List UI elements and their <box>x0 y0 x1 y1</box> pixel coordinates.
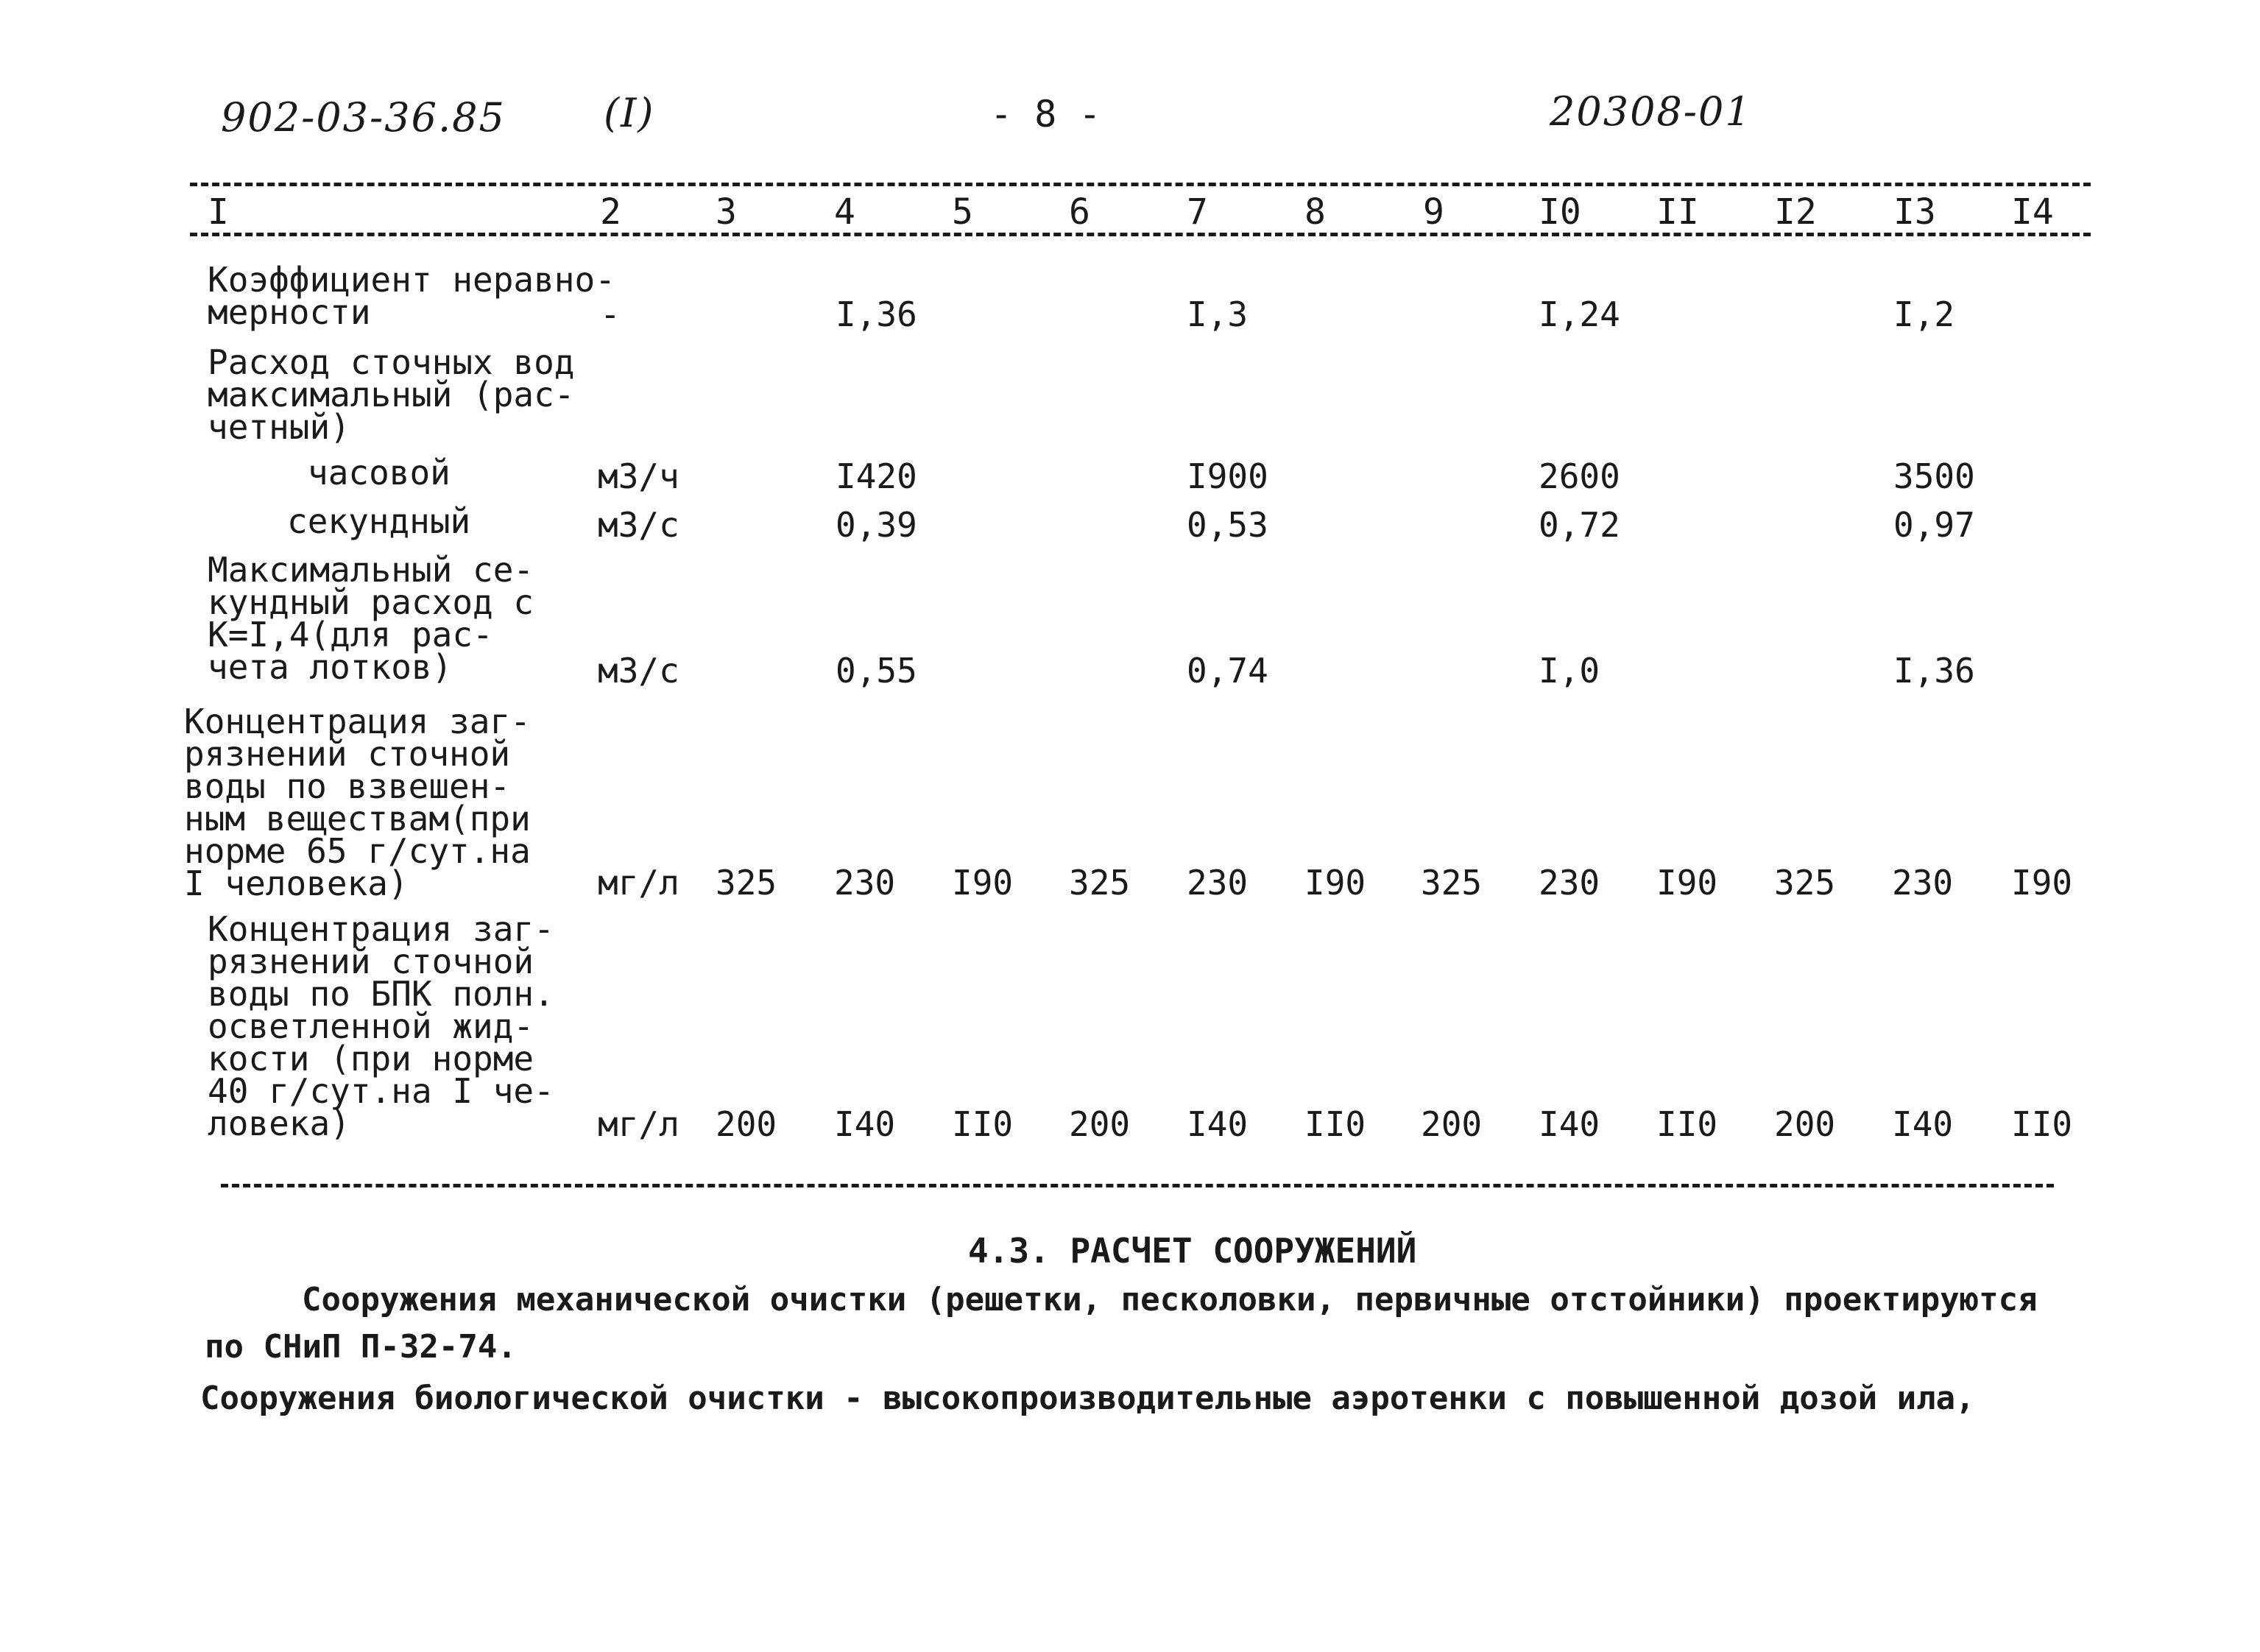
col-header-10: I0 <box>1539 191 1581 233</box>
col-header-4: 4 <box>834 191 855 233</box>
cell-c13: I40 <box>1892 1104 1954 1144</box>
cell-c14: II0 <box>2011 1104 2073 1144</box>
cell-c7: I,3 <box>1187 294 1249 334</box>
cell-c5: II0 <box>952 1104 1014 1144</box>
cell-c13: 230 <box>1892 863 1954 903</box>
cell-c13: I,2 <box>1893 294 1955 334</box>
cell-c4: 0,55 <box>836 651 917 691</box>
cell-c8: I90 <box>1304 863 1366 903</box>
cell-c4: I420 <box>836 456 917 496</box>
row-unit: - <box>600 294 621 334</box>
cell-c3: 200 <box>716 1104 777 1144</box>
cell-c4: 0,39 <box>836 505 917 545</box>
col-header-3: 3 <box>716 191 737 233</box>
cell-c12: 200 <box>1774 1104 1836 1144</box>
cell-c6: 325 <box>1069 863 1131 903</box>
row-label: Коэффициент неравно- мерности <box>208 260 615 332</box>
col-header-12: I2 <box>1774 191 1817 233</box>
cell-c7: 0,53 <box>1187 505 1268 545</box>
row-unit: м3/ч <box>598 456 679 496</box>
project-code: 20308-01 <box>1550 88 1752 135</box>
col-header-6: 6 <box>1069 191 1090 233</box>
cell-c9: 200 <box>1421 1104 1483 1144</box>
col-header-5: 5 <box>952 191 973 233</box>
cell-c10: 0,72 <box>1539 505 1620 545</box>
section-title: 4.3. РАСЧЕТ СООРУЖЕНИЙ <box>968 1231 1417 1271</box>
col-header-13: I3 <box>1893 191 1936 233</box>
cell-c4: 230 <box>834 863 896 903</box>
row-label: часовой <box>308 453 451 493</box>
row-label: Максимальный се- кундный расход с К=I,4(для рас- чета лотков) <box>208 550 534 687</box>
row-unit: мг/л <box>598 863 679 903</box>
paragraph-line: Сооружения биологической очистки - высокопроизводительные аэротенки с повышенной дозой ила, <box>200 1380 1975 1417</box>
cell-c7: 0,74 <box>1187 651 1268 691</box>
cell-c7: 230 <box>1187 863 1249 903</box>
col-header-9: 9 <box>1423 191 1444 233</box>
row-label: секундный <box>287 501 471 541</box>
cell-c10: 2600 <box>1539 456 1620 496</box>
paragraph-line: Сооружения механической очистки (решетки, песколовки, первичные отстойники) проектируются <box>302 1281 2038 1319</box>
row-unit: м3/с <box>598 651 679 691</box>
table-bottom-rule <box>221 1184 2054 1187</box>
cell-c10: I,24 <box>1539 294 1620 334</box>
col-header-1: I <box>208 191 229 233</box>
cell-c12: 325 <box>1774 863 1836 903</box>
cell-c10: I,0 <box>1539 651 1600 691</box>
cell-c13: 0,97 <box>1893 505 1975 545</box>
cell-c10: I40 <box>1539 1104 1600 1144</box>
col-header-11: II <box>1656 191 1699 233</box>
cell-c10: 230 <box>1539 863 1600 903</box>
cell-c13: 3500 <box>1893 456 1975 496</box>
table-top-rule <box>190 183 2091 186</box>
cell-c4: I40 <box>834 1104 896 1144</box>
cell-c9: 325 <box>1421 863 1483 903</box>
col-header-8: 8 <box>1304 191 1326 233</box>
table-header-rule <box>190 233 2091 236</box>
col-header-14: I4 <box>2011 191 2054 233</box>
cell-c14: I90 <box>2011 863 2073 903</box>
row-label: Концентрация заг- рязнений сточной воды по взвешен- ным веществам(при норме 65 г/сут.на I человека) <box>184 702 531 903</box>
cell-c6: 200 <box>1069 1104 1131 1144</box>
doc-number: 902-03-36.85 <box>221 94 506 141</box>
cell-c8: II0 <box>1304 1104 1366 1144</box>
row-unit: мг/л <box>598 1104 679 1144</box>
row-label: Концентрация заг- рязнений сточной воды по БПК полн. осветленной жид- кости (при норме 40 г/сут.на I че- ловека) <box>208 909 554 1143</box>
cell-c4: I,36 <box>836 294 917 334</box>
cell-c11: I90 <box>1656 863 1718 903</box>
page-number: - 8 - <box>990 93 1101 135</box>
volume-number: (I) <box>604 90 655 136</box>
cell-c3: 325 <box>716 863 777 903</box>
cell-c11: II0 <box>1656 1104 1718 1144</box>
col-header-7: 7 <box>1187 191 1208 233</box>
cell-c7: I40 <box>1187 1104 1249 1144</box>
cell-c7: I900 <box>1187 456 1268 496</box>
col-header-2: 2 <box>600 191 621 233</box>
cell-c13: I,36 <box>1893 651 1975 691</box>
cell-c5: I90 <box>952 863 1014 903</box>
row-label: Расход сточных вод максимальный (рас- четный) <box>208 342 575 447</box>
row-unit: м3/с <box>598 505 679 545</box>
paragraph-line: по СНиП П-32-74. <box>205 1328 517 1366</box>
